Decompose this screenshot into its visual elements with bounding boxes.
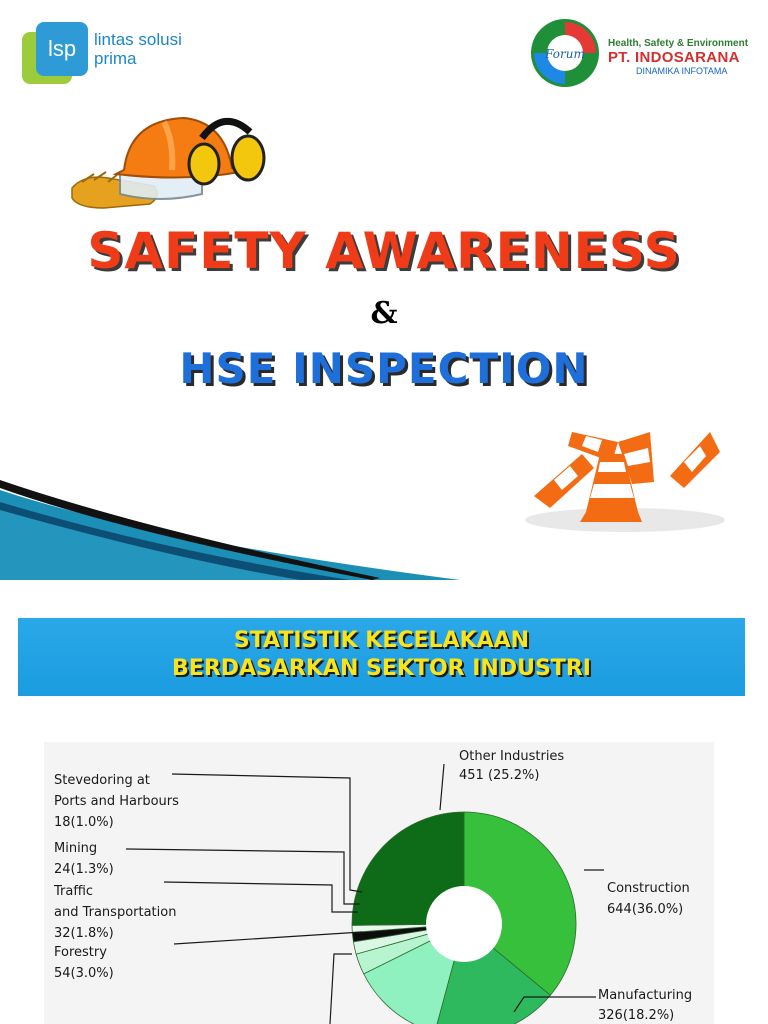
- helmet-icon: [116, 118, 240, 178]
- label-traffic-name: Traffic: [54, 884, 94, 899]
- label-construction-name: Construction: [607, 881, 690, 896]
- label-leader-line: [164, 882, 358, 912]
- label-stevedoring-name-line2: Ports and Harbours: [54, 794, 179, 809]
- label-leader-line: [172, 774, 362, 892]
- label-other-industries-value: 451 (25.2%): [459, 768, 540, 783]
- label-mining-value: 24(1.3%): [54, 862, 114, 877]
- hse-logo-line1: Health, Safety & Environment: [608, 38, 749, 49]
- label-traffic-value: 32(1.8%): [54, 926, 114, 941]
- slide-banner: [18, 618, 745, 696]
- traffic-cones-illustration: [520, 412, 730, 536]
- hse-logo-tagline: DINAMIKA INFOTAMA: [636, 66, 728, 76]
- label-mining-name: Mining: [54, 841, 98, 856]
- statistics-slide: [0, 580, 768, 1024]
- slide-subtitle: HSE INSPECTION: [179, 344, 589, 393]
- donut-hole: [426, 886, 502, 962]
- label-manufacturing-value: 326(18.2%): [598, 1008, 675, 1023]
- decorative-swoosh: [0, 480, 460, 580]
- safety-equipment-illustration: [64, 112, 274, 222]
- label-construction-value: 644(36.0%): [607, 902, 684, 917]
- lsp-logo: [22, 22, 192, 86]
- slide-title: SAFETY AWARENESS: [87, 222, 681, 280]
- hse-emblem-icon: [528, 16, 602, 90]
- traffic-cone-icon: [534, 454, 594, 508]
- label-other-industries-name: Other Industries: [459, 749, 565, 764]
- chart-panel: [44, 742, 714, 1024]
- label-forestry-name: Forestry: [54, 945, 107, 960]
- label-leader-line: [174, 932, 362, 944]
- slide-title-ampersand: &: [370, 296, 398, 331]
- lsp-logo-text: [94, 30, 182, 68]
- lsp-logo-name-line2: prima: [94, 49, 137, 68]
- donut-chart: [44, 742, 714, 1024]
- label-stevedoring-name: Stevedoring at: [54, 773, 150, 788]
- label-manufacturing-name: Manufacturing: [598, 988, 693, 1003]
- banner-title-line2: BERDASARKAN SEKTOR INDUSTRI: [172, 656, 591, 681]
- label-leader-line: [330, 954, 352, 1024]
- label-forestry-value: 54(3.0%): [54, 966, 114, 981]
- hse-logo-company: PT. INDOSARANA: [608, 49, 740, 66]
- label-leader-line: [440, 764, 444, 810]
- banner-title-line1: STATISTIK KECELAKAAN: [233, 628, 530, 653]
- lsp-logo-name-line1: lintas solusi: [94, 30, 182, 49]
- label-stevedoring-value: 18(1.0%): [54, 815, 114, 830]
- hse-logo: [528, 16, 748, 96]
- svg-text:Forum: Forum: [545, 47, 585, 61]
- traffic-cone-icon: [670, 432, 720, 488]
- lsp-logo-mark: lsp: [36, 22, 88, 76]
- label-leader-line: [126, 849, 360, 904]
- label-traffic-name-line2: and Transportation: [54, 905, 177, 920]
